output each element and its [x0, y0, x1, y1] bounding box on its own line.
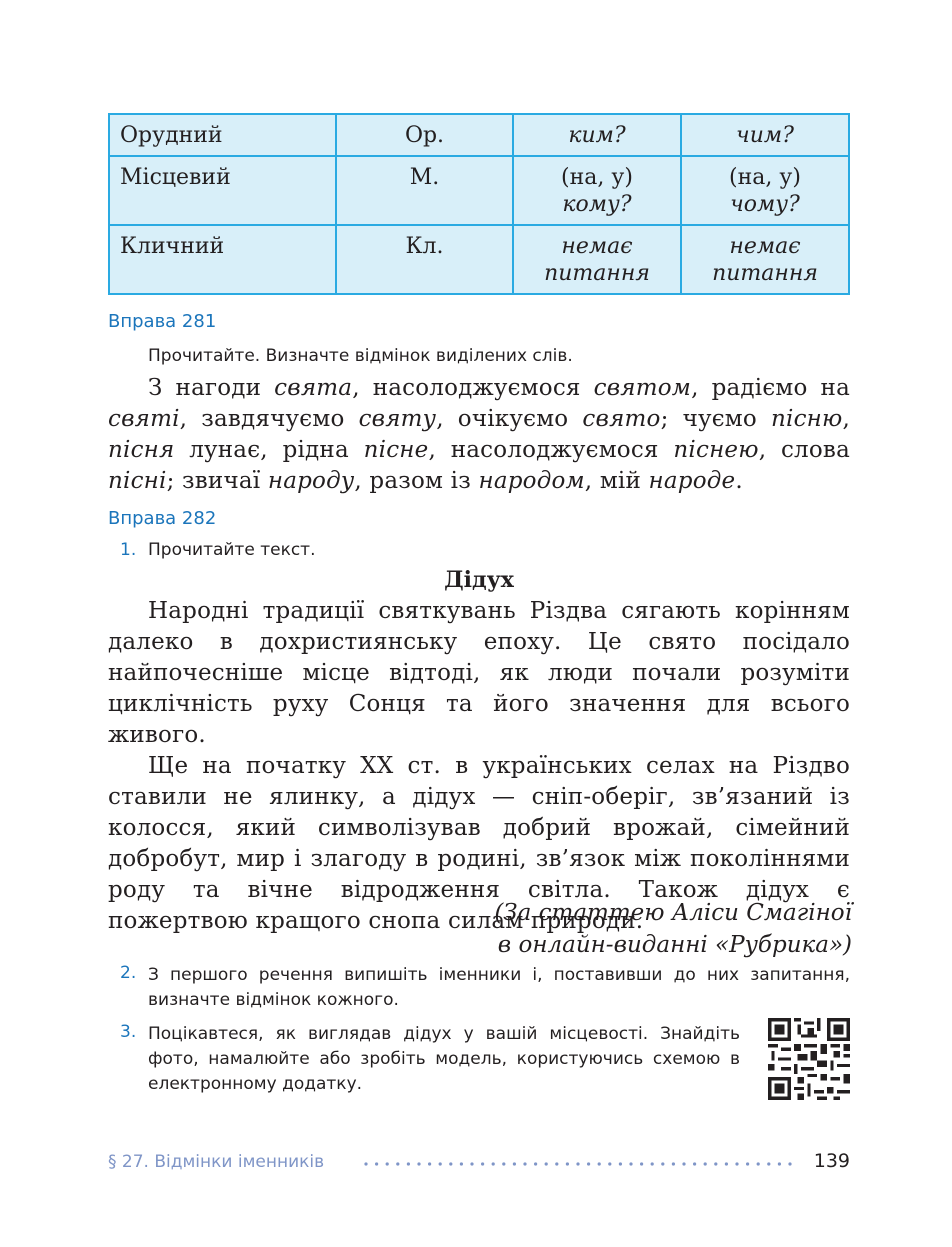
- leader-dot: [587, 1162, 590, 1165]
- task-2-text: З першого речення випишіть іменники і, поставивши до них запитання, визначте відмінок кожного.: [148, 965, 850, 1010]
- source-line-2: в онлайн-виданні «Рубрика»): [497, 932, 852, 958]
- text: .: [735, 468, 743, 494]
- preposition: (на, у): [561, 165, 633, 190]
- highlighted-word: свята: [274, 375, 353, 401]
- leader-dot: [672, 1162, 675, 1165]
- table-cell-abbr: Ор.: [336, 114, 513, 156]
- leader-dot: [746, 1162, 749, 1165]
- paragraph: Народні традиції святкувань Різдва сягають корінням далеко в дохристиянську епоху. Це свято посідало найпочесніше місце відтоді, як люди почали розуміти циклічність руху Сонця та його значення для всього живого.: [108, 598, 850, 748]
- qr-code-icon[interactable]: [768, 1018, 850, 1100]
- question: ким?: [568, 123, 626, 148]
- exercise-282-heading: Вправа 282: [108, 508, 217, 529]
- leader-dot: [693, 1162, 696, 1165]
- text: лунає, рідна: [174, 437, 364, 463]
- highlighted-word: свято: [582, 406, 661, 432]
- task-number: 1.: [120, 540, 137, 560]
- table-cell-what: [681, 114, 849, 156]
- highlighted-word: святі: [108, 406, 180, 432]
- task-number: 2.: [120, 963, 137, 983]
- leader-dot: [407, 1162, 410, 1165]
- table-row: [109, 156, 849, 225]
- exercise-281-instruction: Прочитайте. Визначте відмінок виділених слів.: [148, 346, 573, 366]
- text: ; звичаї: [166, 468, 268, 494]
- table-cell-what: [681, 225, 849, 294]
- leader-dot: [767, 1162, 770, 1165]
- text: , разом із: [354, 468, 479, 494]
- table-cell-who: [513, 225, 681, 294]
- paragraph: [108, 373, 850, 497]
- leader-dot: [778, 1162, 781, 1165]
- leader-dot: [545, 1162, 548, 1165]
- leader-dot: [682, 1162, 685, 1165]
- leader-dot: [661, 1162, 664, 1165]
- highlighted-word: пісне: [363, 437, 429, 463]
- highlighted-word: народе: [648, 468, 736, 494]
- highlighted-word: народу: [267, 468, 355, 494]
- task-number: 3.: [120, 1022, 137, 1042]
- leader-dot: [555, 1162, 558, 1165]
- preposition: (на, у): [729, 165, 801, 190]
- task-1-text: Прочитайте текст.: [148, 540, 316, 560]
- leader-dot: [449, 1162, 452, 1165]
- table-cell-who: [513, 114, 681, 156]
- leader-dot: [481, 1162, 484, 1165]
- leader-dot: [651, 1162, 654, 1165]
- leader-dot: [629, 1162, 632, 1165]
- question: немає питання: [544, 234, 650, 286]
- paragraph: Ще на початку ХХ ст. в українських селах на Різдво ставили не ялинку, а дідух — сніп-оберіг, зв’язаний із колосся, який символізував добрий врожай, сімейний добробут, мир і злагоду в родині, зв’язок між поколіннями роду та вічне відродження світла. Також дідух є пожертвою кращого снопа силам природи.: [108, 753, 850, 934]
- text: ,: [842, 406, 850, 432]
- text-title: Дідух: [444, 567, 514, 593]
- leader-dot: [608, 1162, 611, 1165]
- leader-dot: [619, 1162, 622, 1165]
- leader-dot: [386, 1162, 389, 1165]
- leader-dot: [598, 1162, 601, 1165]
- source-line-1: (За статтею Аліси Смагіної: [494, 900, 852, 926]
- leader-dot: [523, 1162, 526, 1165]
- leader-dot: [375, 1162, 378, 1165]
- highlighted-word: піснею: [673, 437, 759, 463]
- text: , радіємо на: [691, 375, 850, 401]
- highlighted-word: пісня: [108, 437, 175, 463]
- question: чим?: [736, 123, 794, 148]
- leader-dot: [502, 1162, 505, 1165]
- text: , насолоджуємося: [352, 375, 594, 401]
- leader-dot: [725, 1162, 728, 1165]
- leader-dot: [757, 1162, 760, 1165]
- leader-dot: [640, 1162, 643, 1165]
- text: , завдячуємо: [179, 406, 359, 432]
- leader-dot: [714, 1162, 717, 1165]
- text: , очікуємо: [436, 406, 583, 432]
- highlighted-word: пісню: [771, 406, 843, 432]
- text: , мій: [584, 468, 649, 494]
- leader-dot: [513, 1162, 516, 1165]
- text: , слова: [758, 437, 850, 463]
- highlighted-word: святу: [358, 406, 437, 432]
- table-cell-case: Місцевий: [109, 156, 336, 225]
- exercise-281-heading: Вправа 281: [108, 311, 217, 332]
- table-cell-abbr: Кл.: [336, 225, 513, 294]
- table-row: [109, 225, 849, 294]
- text: ; чуємо: [660, 406, 772, 432]
- highlighted-word: святом: [593, 375, 692, 401]
- footer-section-title: § 27. Відмінки іменників: [108, 1152, 325, 1172]
- text: З нагоди: [148, 375, 275, 401]
- text: , насолоджуємося: [428, 437, 674, 463]
- leader-dot: [492, 1162, 495, 1165]
- leader-dot: [704, 1162, 707, 1165]
- question: кому?: [562, 192, 632, 217]
- leader-dot: [735, 1162, 738, 1165]
- exercise-282-text: [108, 596, 850, 937]
- leader-dot: [460, 1162, 463, 1165]
- leader-dot: [534, 1162, 537, 1165]
- page-number: 139: [813, 1150, 850, 1172]
- leader-dot: [396, 1162, 399, 1165]
- leader-dot: [576, 1162, 579, 1165]
- leader-dot: [439, 1162, 442, 1165]
- question: немає питання: [712, 234, 818, 286]
- leader-dot: [417, 1162, 420, 1165]
- question: чому?: [730, 192, 800, 217]
- case-table: [108, 113, 850, 295]
- leader-dot: [364, 1162, 367, 1165]
- table-cell-case: Кличний: [109, 225, 336, 294]
- highlighted-word: народом: [478, 468, 585, 494]
- table-row: [109, 114, 849, 156]
- footer-dot-leader: [340, 1152, 800, 1172]
- table-cell-who: [513, 156, 681, 225]
- leader-dot: [788, 1162, 791, 1165]
- leader-dot: [428, 1162, 431, 1165]
- leader-dot: [470, 1162, 473, 1165]
- highlighted-word: пісні: [108, 468, 167, 494]
- exercise-281-text: [108, 373, 850, 497]
- table-cell-case: Орудний: [109, 114, 336, 156]
- table-cell-abbr: М.: [336, 156, 513, 225]
- leader-dot: [566, 1162, 569, 1165]
- task-3-text: Поцікавтеся, як виглядав дідух у вашій місцевості. Знайдіть фото, намалюйте або зробіть модель, користуючись схемою в електронному додатку.: [148, 1024, 740, 1094]
- table-cell-what: [681, 156, 849, 225]
